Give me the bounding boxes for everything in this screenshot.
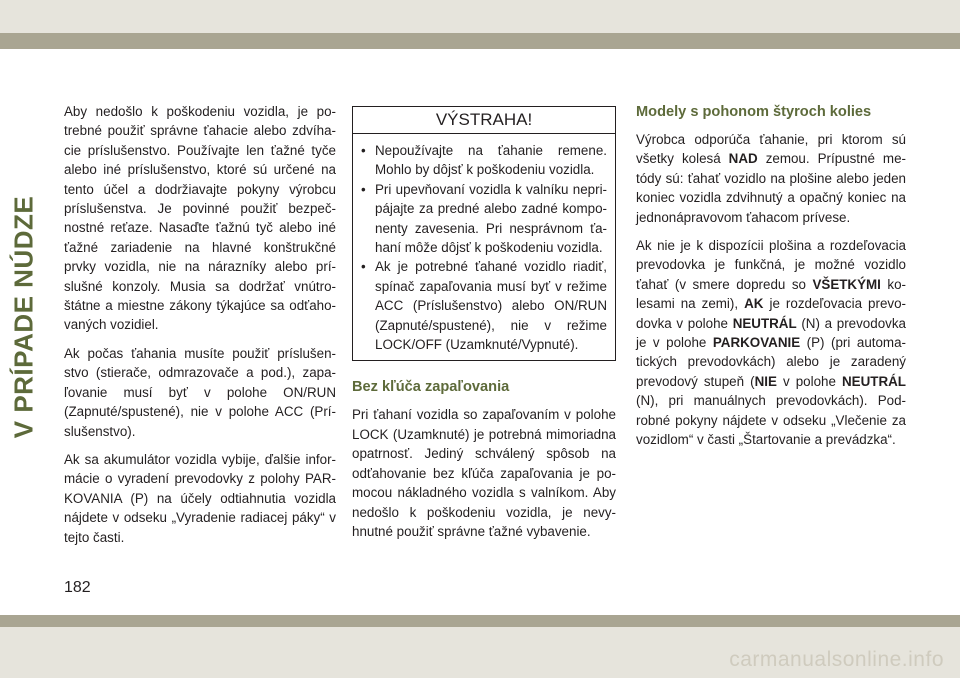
- top-band: [0, 0, 960, 33]
- warning-title: VÝSTRAHA!: [353, 107, 615, 134]
- bullet-icon: •: [361, 181, 366, 197]
- page-number: 182: [64, 579, 91, 596]
- column-middle: [352, 106, 616, 550]
- heading-no-ignition-key: Bez kľúča zapaľovania: [352, 379, 510, 396]
- paragraph-4wd-flat-towing: Ak nie je k dispozícii plošina a rozdeľovacia prevodovka je funkčná, je možné vozidlo ťahať (v smere dopredu so VŠETKÝMI ko-lesami na zemi), AK je rozdeľovacia prevo-dovka v polohe NEUTRÁL (N) a prevodovka je v polohe PARKOVANIE (P) (pri automa-tických prevodovkách) alebo je zaradený prevodový stupeň (NIE v polohe NEUTRÁL (N), pri manuálnych prevodovkách). Pod-robné pokyny nájdete v odseku „Vlečenie za vozidlom“ v časti „Štartovanie a prevádzka“.: [636, 238, 906, 448]
- header-bar: [0, 33, 960, 49]
- warning-list: [353, 134, 615, 360]
- watermark: carmanualsonline.info: [729, 648, 944, 671]
- warning-item: • Pri upevňovaní vozidla k valníku nepri-pájajte za predné alebo zadné kompo-nenty zavesenia. Pri nesprávnom ťa-haní môže dôjsť k poškodeniu vozidla.: [361, 181, 607, 256]
- paragraph-4wd-recommendation: Výrobca odporúča ťahanie, pri ktorom sú všetky kolesá NAD zemou. Prípustné me-tódy sú: ťahať vozidlo na plošine alebo jeden koniec vozidla zdvihnutý a opačný koniec na jednonápravovom ťahacom prívese.: [636, 132, 906, 225]
- warning-item: • Ak je potrebné ťahané vozidlo riadiť, spínač zapaľovania musí byť v režime ACC (Príslušenstvo) alebo ON/RUN (Zapnuté/spustené), nie v režime LOCK/OFF (Uzamknuté/Vypnuté).: [361, 259, 607, 353]
- paragraph-dead-battery: Ak sa akumulátor vozidla vybije, ďalšie infor-mácie o vyradení prevodovky z polohy PAR-KOVANIA (P) na účely odtiahnutia vozidla nájdete v odseku „Vyradenie radiacej páky“ v tejto časti.: [64, 451, 336, 545]
- paragraph-towing-equipment: Aby nedošlo k poškodeniu vozidla, je po-trebné použiť správne ťahacie alebo zdvíha-cie príslušenstvo. Používajte len ťažné tyče alebo iné príslušenstvo, ktoré sú určené na tento účel a dodržiavajte pokyny výrobcu príslušenstva. Je povinné použiť bezpeč-nostné reťaze. Nasaďte ťažnú tyč alebo iné ťažné zariadenie na hlavné konštrukčné prvky vozidla, nie na nárazníky alebo prí-slušné konzoly. Musia sa dodržať vnútro-štátne a miestne zákony týkajúce sa odťaho-vaných vozidiel.: [64, 104, 336, 333]
- column-left: [64, 102, 336, 556]
- section-side-title: V PRÍPADE NÚDZE: [8, 195, 39, 439]
- paragraph-accessories-ignition: Ak počas ťahania musíte použiť príslušen-stvo (stierače, odmrazovače a pod.), zapa-ľovanie musí byť v polohe ON/RUN (Zapnuté/spustené), nie v polohe ACC (Prí-slušenstvo).: [64, 345, 336, 439]
- column-right: [636, 102, 906, 459]
- heading-4wd-models: Modely s pohonom štyroch kolies: [636, 104, 872, 120]
- bullet-icon: •: [361, 259, 366, 275]
- bullet-icon: •: [361, 143, 366, 158]
- warning-box: [352, 106, 616, 361]
- paragraph-no-ignition-key: Pri ťahaní vozidla so zapaľovaním v polohe LOCK (Uzamknuté) je potrebná mimoriadna opatrnosť. Jediný schválený spôsob na odťahovanie bez kľúča zapaľovania je po-mocou nákladného vozidla s valníkom. Aby nedošlo k poškodeniu vozidla, je nevy-hnutné použiť správne ťažné vybavenie.: [352, 407, 616, 539]
- warning-item: • Nepoužívajte na ťahanie remene. Mohlo by dôjsť k poškodeniu vozidla.: [361, 143, 607, 178]
- footer-bar: [0, 615, 960, 627]
